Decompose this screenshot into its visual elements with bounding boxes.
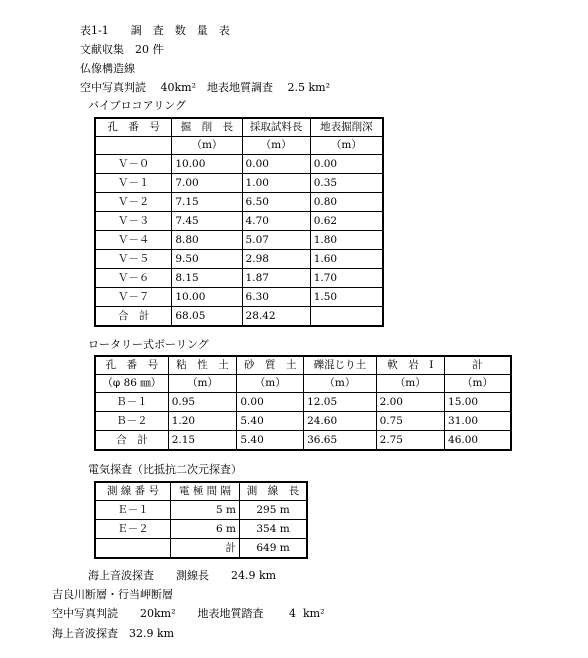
rotary-cell: 36.65 xyxy=(304,431,377,451)
rotary-cell: 24.60 xyxy=(304,412,377,431)
electric-header-cell: 測 線 長 xyxy=(240,482,308,501)
vibro-cell: 8.15 xyxy=(172,269,242,288)
vibro-cell: Ｖ－０ xyxy=(95,155,172,174)
vibro-row xyxy=(95,155,383,174)
vibro-cell: Ｖ－６ xyxy=(95,269,172,288)
vibro-cell: 0.62 xyxy=(310,212,383,231)
rotary-header-row-1 xyxy=(95,356,511,375)
rotary-header-row-2 xyxy=(95,375,511,393)
rotary-header-cell: （m） xyxy=(304,375,377,393)
electric-row xyxy=(95,520,307,539)
electric-cell: 6 m xyxy=(171,520,240,539)
rotary-header-cell: 軟 岩 Ⅰ xyxy=(376,356,444,375)
aerial-line-2: 空中写真判読 20km² 地表地質踏査 4 km² xyxy=(52,607,325,620)
vibro-cell: 68.05 xyxy=(172,307,242,327)
vibro-cell: 2.98 xyxy=(242,250,310,269)
vibro-row xyxy=(95,307,383,327)
vibro-cell: Ｖ－７ xyxy=(95,288,172,307)
vibro-header-cell: （m） xyxy=(310,137,383,155)
rotary-table xyxy=(94,355,512,451)
vibro-header-cell: 地表掘削深 xyxy=(310,118,383,137)
vibro-header-row-2 xyxy=(95,137,383,155)
rotary-cell: 0.75 xyxy=(376,412,444,431)
rotary-cell: 2.75 xyxy=(376,431,444,451)
vibro-cell: 28.42 xyxy=(242,307,310,327)
rotary-header-cell: （m） xyxy=(237,375,304,393)
vibro-header-cell: 採取試料長 xyxy=(242,118,310,137)
electric-header-cell: 測 線 番 号 xyxy=(95,482,171,501)
rotary-cell: 31.00 xyxy=(445,412,511,431)
rotary-row xyxy=(95,393,511,412)
vibro-header-cell: 掘 削 長 xyxy=(172,118,242,137)
vibro-cell: 10.00 xyxy=(172,288,242,307)
table-heading: 表1-1 調 査 数 量 表 xyxy=(80,24,230,37)
rotary-cell: 0.00 xyxy=(237,393,304,412)
vibro-cell: 7.00 xyxy=(172,174,242,193)
rotary-header-cell: 礫混じり土 xyxy=(304,356,377,375)
vibro-header-cell: （m） xyxy=(242,137,310,155)
vibro-cell: 0.00 xyxy=(242,155,310,174)
rotary-header-cell: 孔 番 号 xyxy=(95,356,168,375)
vibro-cell xyxy=(310,307,383,327)
rotary-cell: 1.20 xyxy=(168,412,237,431)
vibro-cell: 0.00 xyxy=(310,155,383,174)
rotary-cell: 2.00 xyxy=(376,393,444,412)
vibro-row xyxy=(95,174,383,193)
vibro-cell: Ｖ－５ xyxy=(95,250,172,269)
aerial-line-1: 空中写真判読 40km² 地表地質調査 2.5 km² xyxy=(80,81,330,94)
rotary-title: ロータリー式ボーリング xyxy=(88,338,209,351)
vibro-cell: 6.30 xyxy=(242,288,310,307)
vibro-header-cell: （m） xyxy=(172,137,242,155)
fault-line: 吉良川断層・行当岬断層 xyxy=(52,588,173,601)
vibro-cell: 1.70 xyxy=(310,269,383,288)
electric-table xyxy=(94,481,308,559)
rotary-cell: Ｂ－２ xyxy=(95,412,168,431)
vibro-cell: 7.45 xyxy=(172,212,242,231)
rotary-header-cell: （φ 86 ㎜） xyxy=(95,375,168,393)
rotary-header-cell: （m） xyxy=(376,375,444,393)
vibro-cell: 8.80 xyxy=(172,231,242,250)
vibro-cell: 0.35 xyxy=(310,174,383,193)
vibro-title: バイブロコアリング xyxy=(88,99,187,112)
vibro-cell: 7.15 xyxy=(172,193,242,212)
vibro-cell: 合 計 xyxy=(95,307,172,327)
rotary-header-cell: 計 xyxy=(445,356,511,375)
electric-header-cell: 電 極 間 隔 xyxy=(171,482,240,501)
vibro-row xyxy=(95,288,383,307)
rotary-cell: 合 計 xyxy=(95,431,168,451)
electric-cell: Ｅ－１ xyxy=(95,501,171,520)
vibro-cell: 10.00 xyxy=(172,155,242,174)
rotary-cell: 12.05 xyxy=(304,393,377,412)
electric-cell: 計 xyxy=(171,539,240,559)
electric-title: 電気探査（比抵抗二次元探査） xyxy=(88,463,242,476)
vibro-cell: 1.80 xyxy=(310,231,383,250)
literature-line: 文献収集 20 件 xyxy=(80,43,164,56)
rotary-header-cell: 粘 性 土 xyxy=(168,356,237,375)
rotary-header-cell: （m） xyxy=(168,375,237,393)
vibro-header-cell: 孔 番 号 xyxy=(95,118,172,137)
vibro-cell: 4.70 xyxy=(242,212,310,231)
rotary-row xyxy=(95,431,511,451)
vibro-row xyxy=(95,269,383,288)
vibro-row xyxy=(95,250,383,269)
vibro-cell: 6.50 xyxy=(242,193,310,212)
vibro-cell: 1.00 xyxy=(242,174,310,193)
vibro-cell: 5.07 xyxy=(242,231,310,250)
vibro-cell: Ｖ－３ xyxy=(95,212,172,231)
vibro-cell: Ｖ－１ xyxy=(95,174,172,193)
rotary-cell: 15.00 xyxy=(445,393,511,412)
rotary-cell: 0.95 xyxy=(168,393,237,412)
electric-row xyxy=(95,539,307,559)
vibro-cell: Ｖ－４ xyxy=(95,231,172,250)
rotary-row xyxy=(95,412,511,431)
vibro-row xyxy=(95,193,383,212)
electric-cell: Ｅ－２ xyxy=(95,520,171,539)
rotary-cell: 5.40 xyxy=(237,412,304,431)
vibro-row xyxy=(95,231,383,250)
electric-cell: 354 m xyxy=(240,520,308,539)
vibro-row xyxy=(95,212,383,231)
electric-header-row xyxy=(95,482,307,501)
structure-line: 仏像構造線 xyxy=(80,62,135,75)
vibro-cell: 1.60 xyxy=(310,250,383,269)
electric-cell: 5 m xyxy=(171,501,240,520)
marine-line-2: 海上音波探査 32.9 km xyxy=(52,627,175,640)
marine-line-1: 海上音波探査 測線長 24.9 km xyxy=(88,569,277,582)
vibro-cell: Ｖ－２ xyxy=(95,193,172,212)
vibro-table xyxy=(94,117,384,327)
electric-cell xyxy=(95,539,171,559)
vibro-cell: 1.87 xyxy=(242,269,310,288)
rotary-header-cell: （m） xyxy=(445,375,511,393)
rotary-cell: 46.00 xyxy=(445,431,511,451)
rotary-cell: 2.15 xyxy=(168,431,237,451)
rotary-header-cell: 砂 質 土 xyxy=(237,356,304,375)
vibro-cell: 9.50 xyxy=(172,250,242,269)
electric-cell: 295 m xyxy=(240,501,308,520)
vibro-header-row-1 xyxy=(95,118,383,137)
vibro-header-cell xyxy=(95,137,172,155)
electric-cell: 649 m xyxy=(240,539,308,559)
vibro-cell: 0.80 xyxy=(310,193,383,212)
electric-row xyxy=(95,501,307,520)
vibro-cell: 1.50 xyxy=(310,288,383,307)
rotary-cell: Ｂ－１ xyxy=(95,393,168,412)
rotary-cell: 5.40 xyxy=(237,431,304,451)
